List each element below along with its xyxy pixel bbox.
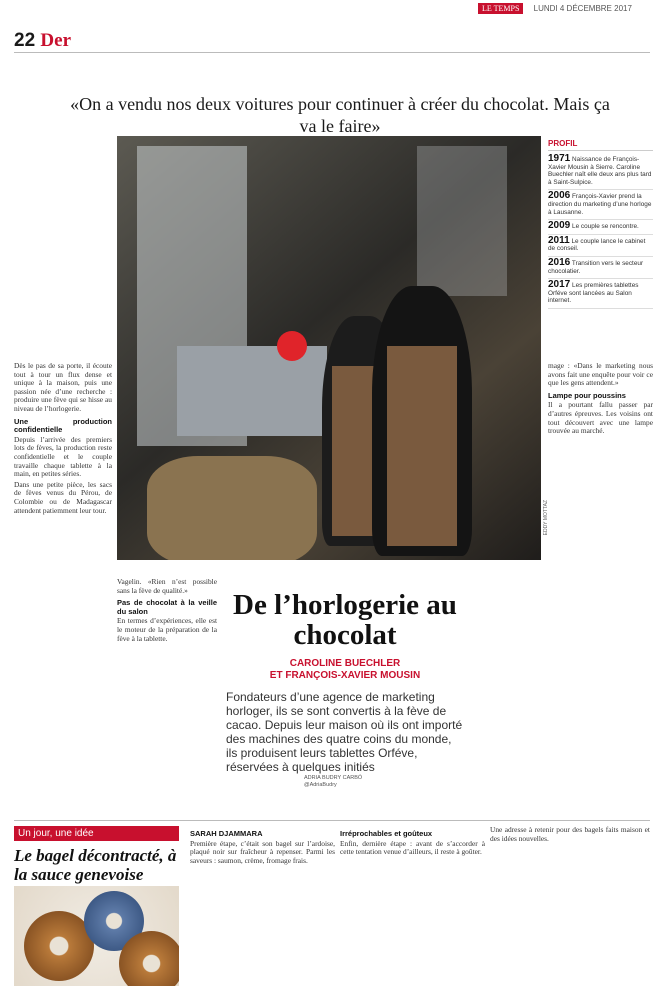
subheading: Lampe pour poussins — [548, 390, 626, 400]
author-name: ADRIA BUDRY CARBÓ — [304, 775, 363, 781]
photo-credit: EDDY MOTTAZ — [543, 500, 549, 536]
profile-entry — [548, 279, 653, 309]
profile-text: Les premières tablettes Orféve sont lancées au Salon internet. — [548, 282, 639, 305]
issue-date: LUNDI 4 DÉCEMBRE 2017 — [533, 4, 632, 13]
profile-entry — [548, 235, 653, 257]
body-paragraph: Une adresse à retenir pour des bagels faits maison et des idées nouvelles. — [490, 826, 650, 843]
section-name: Der — [40, 30, 72, 51]
newspaper-logo: LE TEMPS — [478, 3, 523, 14]
subheading: Une production confidentielle — [14, 416, 112, 435]
body-paragraph: En termes d’expériences, elle est le moteur de la préparation de la fève à la tablette. — [117, 616, 217, 643]
body-paragraph: Enfin, dernière étape : avant de s’accorder à cette tentation venue d’ailleurs, il reste à goûter. — [340, 838, 485, 857]
bagel-column-3 — [490, 826, 650, 991]
author-name: SARAH DJAMMARA — [190, 829, 263, 838]
profile-year: 2009 — [548, 220, 571, 232]
byline — [225, 658, 465, 682]
article-title: De l’horlogerie au chocolat — [233, 589, 457, 651]
masthead — [478, 4, 632, 13]
article-lede: Fondateurs d’une agence de marketing horloger, ils se sont convertis à la fève de cacao. Depuis leur maison où ils ont importé des machines des quatre coins du monde, ils produisent leurs tablettes Orféve, réservées à quelques initiés — [226, 690, 463, 774]
machine-shape — [177, 346, 327, 436]
body-paragraph: Depuis l’arrivée des premiers lots de fèves, la production reste confidentielle et le couple travaille chaque tablette à la main, en petites séries. — [14, 434, 112, 479]
cocoa-bag-shape — [147, 456, 317, 560]
body-paragraph: mage : «Dans le marketing nous avons fait une enquête pour voir ce que les gens attendent.» — [548, 362, 653, 388]
apron-shape — [387, 346, 457, 546]
author-handle: @AdriaBudry — [304, 782, 337, 788]
header-divider — [14, 52, 650, 53]
profile-year: 2006 — [548, 190, 571, 202]
lamp-shape — [277, 331, 307, 361]
bagel-shape — [119, 931, 179, 986]
body-paragraph: Dans une petite pièce, les sacs de fèves venus du Pérou, de Colombie ou de Madagascar attendent patiemment leur tour. — [14, 479, 112, 515]
body-paragraph: Il a pourtant fallu passer par d’autres épreuves. Les voisins ont tout découvert avec une lampe trouvée au marché. — [548, 400, 653, 436]
profile-year: 2011 — [548, 234, 570, 246]
bottom-divider — [14, 820, 650, 821]
profile-entry — [548, 220, 653, 235]
profile-text: Naissance de François-Xavier Mousin à Sierre. Caroline Buechler naît elle deux ans plus tard à Saint-Sulpice. — [548, 156, 652, 186]
profile-text: François-Xavier prend la direction du marketing d’une horloge à Lausanne. — [548, 193, 652, 216]
subheading: Pas de chocolat à la veille du salon — [117, 598, 217, 616]
article-column-right — [548, 362, 653, 812]
body-paragraph: Vagelin. «Rien n’est possible sans la fève de qualité.» — [117, 578, 217, 595]
profile-year: 2016 — [548, 256, 571, 268]
byline-line: ET FRANÇOIS-XAVIER MOUSIN — [269, 670, 421, 681]
profile-entry — [548, 190, 653, 220]
profile-text: Le couple se rencontre. — [572, 223, 639, 231]
profile-text: Transition vers le secteur chocolatier. — [548, 259, 644, 275]
profile-entry — [548, 153, 653, 190]
page-number: 22 — [14, 30, 36, 51]
profile-year: 2017 — [548, 279, 571, 291]
page-header — [14, 30, 71, 52]
article-column-left — [14, 362, 112, 812]
profile-box — [548, 139, 653, 309]
main-photo — [117, 136, 541, 560]
body-paragraph: Première étape, c’était son bagel sur l’ardoise, plaqué noir sur fraîcheur à repenser. Parmi les saveurs : saumon, crème, fromage frais. — [190, 838, 335, 865]
bagel-column-2 — [340, 826, 485, 991]
profile-label: PROFIL — [548, 139, 653, 151]
bagel-column-1 — [190, 826, 335, 991]
article-column-middle — [117, 578, 217, 812]
column-kicker: Un jour, une idée — [14, 826, 179, 841]
bagel-article-title: Le bagel décontracté, à la sauce genevoise — [14, 846, 177, 884]
pull-quote: «On a vendu nos deux voitures pour continuer à créer du chocolat. Mais ça va le faire» — [70, 94, 610, 136]
subheading: Irréprochables et goûteux — [340, 829, 433, 838]
window-shape — [417, 146, 507, 296]
byline-line: CAROLINE BUECHLER — [289, 658, 401, 669]
profile-year: 1971 — [548, 153, 571, 164]
author-credit — [304, 775, 362, 789]
body-paragraph: Dès le pas de sa porte, il écoute tout à tour un flux dense et unique à la maison, puis une passion née d’une recherche : produire une fève qui se hisse au niveau de l’horlogerie. — [14, 362, 112, 413]
profile-entry — [548, 257, 653, 279]
profile-text: Le couple lance le cabinet de conseil. — [548, 237, 646, 253]
bagel-photo — [14, 886, 179, 986]
